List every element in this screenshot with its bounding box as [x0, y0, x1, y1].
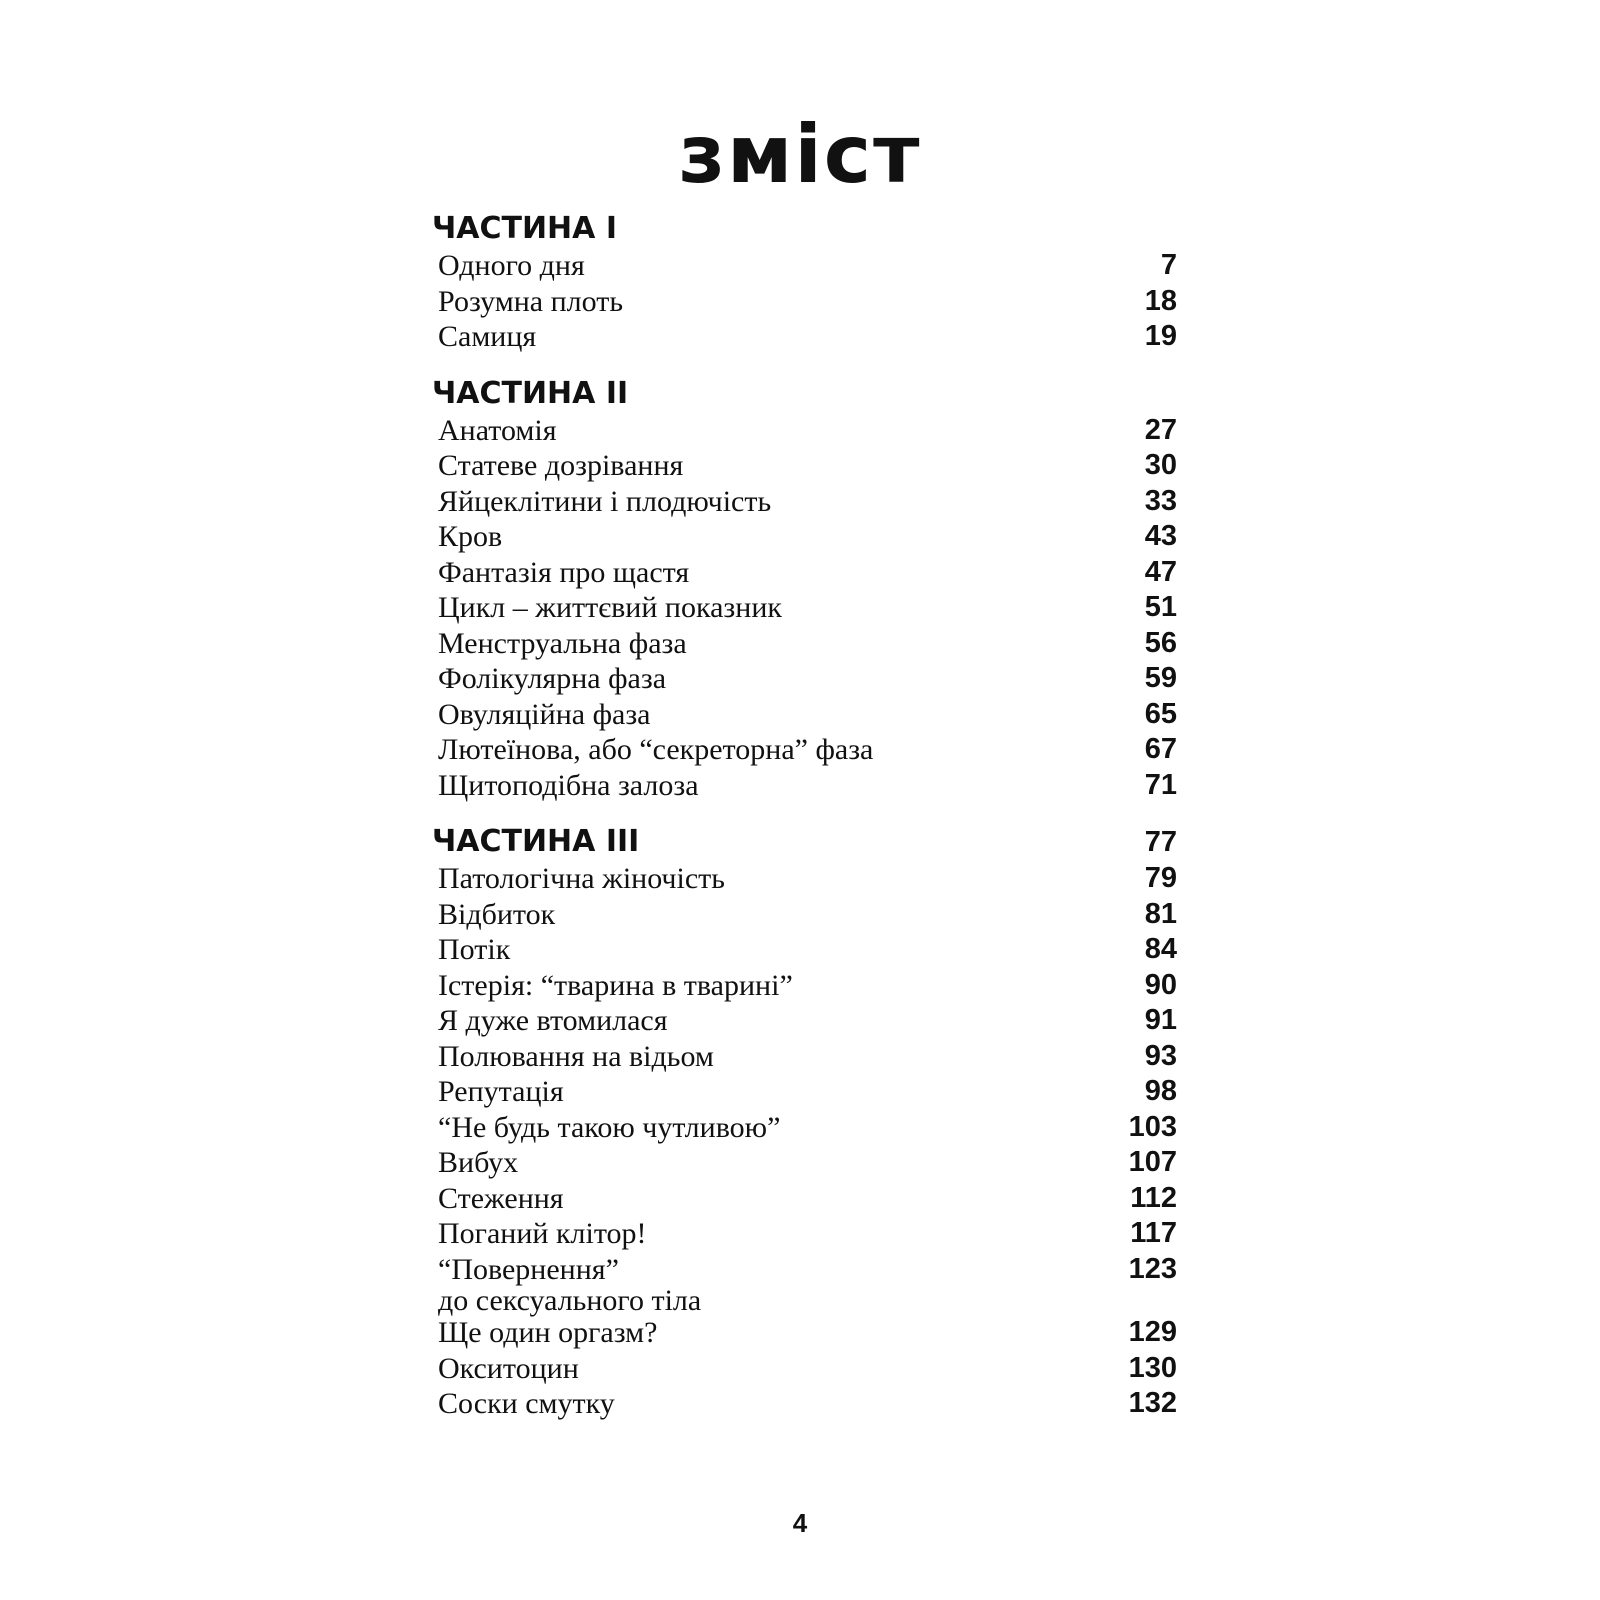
toc-entry: [432, 284, 1177, 320]
toc-entry: [432, 968, 1177, 1004]
toc-entry-title-text: Фолікулярна фаза: [438, 662, 667, 695]
toc-entry: [432, 1386, 1177, 1422]
toc-entry-title: [432, 590, 782, 626]
part-heading-label: ЧАСТИНА ІІ: [432, 375, 629, 411]
toc-entry: [432, 484, 1177, 520]
toc-entry-title-text: Лютеїнова, або “секреторна” фаза: [438, 733, 874, 766]
part-heading-label: ЧАСТИНА І: [432, 211, 617, 246]
toc-entry-title-text: Фантазія про щастя: [438, 555, 690, 589]
toc-entry-page: 51: [1144, 591, 1177, 623]
toc-entry-title-text: Відбиток: [438, 897, 556, 931]
toc-entry-title-text: Полювання на відьом: [438, 1039, 714, 1073]
toc-entry-page: 65: [1144, 697, 1177, 730]
toc-entry-list: [432, 861, 1177, 1422]
toc-entry-title: [432, 1216, 647, 1252]
toc-entry-title: [432, 968, 793, 1004]
toc-part-3: [432, 823, 1177, 1422]
toc-entry: [432, 732, 1177, 768]
toc-entry-page: 18: [1144, 284, 1177, 317]
toc-entry-title-text: Я дуже втомилася: [438, 1004, 668, 1037]
toc-entry: [432, 1181, 1177, 1217]
toc-entry-title: [432, 484, 771, 520]
toc-entry-page: 90: [1144, 968, 1177, 1001]
toc-entry-page: 91: [1144, 1004, 1177, 1036]
toc-entry-page: 103: [1128, 1110, 1177, 1143]
toc-entry-title-text: Поганий клітор!: [438, 1217, 647, 1250]
toc-entry-title: [432, 626, 687, 662]
toc-entry-title: [432, 1074, 564, 1110]
toc-entry-page: 129: [1128, 1316, 1177, 1348]
toc-entry-list: [432, 413, 1177, 804]
toc-entry-title-text: Анатомія: [438, 413, 557, 447]
toc-entry-title-text: Окситоцин: [438, 1351, 579, 1385]
toc-entry-title-text: Істерія: “тварина в тварині”: [438, 968, 793, 1002]
toc-entry-page: 107: [1128, 1146, 1177, 1178]
toc-entry-list: [432, 248, 1177, 355]
toc-entry-title: [432, 661, 666, 697]
toc-entry-title: [432, 1003, 668, 1039]
toc-entry-title-text: Статеве дозрівання: [438, 449, 684, 482]
toc-entry-title-text: Щитоподібна залоза: [438, 768, 699, 802]
toc-entry-title-text: Стеження: [438, 1181, 564, 1215]
toc-entry: [432, 448, 1177, 484]
toc-entry-title-text: Цикл – життєвий показник: [438, 591, 782, 624]
toc-entry-page: 67: [1144, 733, 1177, 765]
toc-entry-title-text: “Не будь такою чутливою”: [438, 1110, 781, 1144]
part-heading: [432, 823, 1177, 861]
toc-entry-title: [432, 319, 536, 355]
toc-entry-title: [432, 1181, 564, 1217]
toc-entry-title: [432, 555, 689, 591]
toc-entry-page: 93: [1144, 1039, 1177, 1072]
toc-entry: [432, 768, 1177, 804]
toc-entry-title-text: Менструальна фаза: [438, 626, 687, 660]
toc-entry-page: 79: [1144, 862, 1177, 894]
toc-entry: [432, 413, 1177, 449]
toc-entry-title-text: Розумна плоть: [438, 284, 624, 318]
toc-entry-title-text: Вибух: [438, 1146, 519, 1179]
page-number: 4: [792, 1508, 808, 1538]
toc-entry-page: 19: [1144, 320, 1177, 352]
toc-entry: [432, 861, 1177, 897]
toc-entry-title-text: Кров: [438, 520, 503, 553]
toc-entry-title-text: Ще один оргазм?: [438, 1316, 658, 1349]
toc-entry-title: [432, 248, 585, 284]
toc-entry-title: [432, 1386, 615, 1422]
toc-entry-title: [432, 732, 873, 768]
toc-entry-page: 33: [1144, 484, 1177, 517]
page-title: зміст: [678, 108, 922, 201]
toc-entry-title-text: Патологічна жіночість: [438, 862, 725, 895]
toc-entry-title: [432, 897, 555, 933]
toc-entry-title: [432, 448, 683, 484]
toc-entry: [432, 1315, 1177, 1351]
toc-entry-title-text: Яйцеклітини і плодючість: [438, 484, 772, 518]
toc-entry: [432, 248, 1177, 284]
toc-entry-page: 81: [1144, 897, 1177, 930]
toc-entry: [432, 519, 1177, 555]
toc-entry-title-text: Репутація: [438, 1075, 564, 1108]
toc-entry-title-text: Самиця: [438, 320, 537, 353]
toc-entry: [432, 897, 1177, 933]
toc-entry-title: [432, 1110, 780, 1146]
toc-entry: [432, 1351, 1177, 1387]
toc-entry: [432, 1110, 1177, 1146]
toc-entry-title: [432, 768, 699, 804]
toc-entry-title: [432, 1039, 714, 1075]
toc-entry: [432, 1074, 1177, 1110]
toc-entry: [432, 1039, 1177, 1075]
toc-entry: [432, 1216, 1177, 1252]
toc-entry-title-continuation: до сексуального тіла: [438, 1284, 702, 1317]
toc-entry: [432, 319, 1177, 355]
toc-entry-title: [432, 1145, 518, 1181]
toc-entry-page: 84: [1144, 933, 1177, 965]
toc-entry-page: 123: [1128, 1252, 1177, 1285]
toc-entry-page: 98: [1144, 1075, 1177, 1107]
toc-entry-page: 30: [1144, 449, 1177, 481]
toc-entry: [432, 626, 1177, 662]
toc-entry-title-text: “Повернення”: [438, 1252, 619, 1286]
toc-entry-title: [432, 413, 557, 449]
toc-entry: [432, 932, 1177, 968]
toc-entry: [432, 590, 1177, 626]
table-of-contents: [432, 210, 1177, 1422]
toc-entry: [432, 697, 1177, 733]
toc-entry-title: [432, 1351, 579, 1387]
toc-entry-page: 130: [1128, 1351, 1177, 1384]
toc-entry-page: 71: [1144, 768, 1177, 801]
part-heading: [432, 210, 1177, 248]
toc-entry: [432, 1003, 1177, 1039]
toc-entry-page: 7: [1160, 249, 1177, 281]
toc-entry-page: 56: [1144, 626, 1177, 659]
toc-entry-page: 112: [1130, 1181, 1177, 1214]
toc-entry: [432, 1252, 1177, 1316]
toc-entry-title: [432, 697, 651, 733]
toc-entry-title: [432, 932, 510, 968]
toc-entry-page: 27: [1144, 413, 1177, 446]
toc-entry: [432, 555, 1177, 591]
toc-entry-title: [432, 1315, 657, 1351]
toc-entry-title: [432, 861, 725, 897]
part-page-number: 77: [1144, 826, 1177, 858]
toc-entry-title-text: Одного дня: [438, 249, 585, 282]
toc-entry-page: 117: [1130, 1217, 1177, 1249]
part-heading: [432, 375, 1177, 413]
toc-entry-page: 132: [1128, 1387, 1177, 1419]
toc-entry-title: [432, 1252, 701, 1316]
toc-entry-title-text: Потік: [438, 933, 511, 966]
toc-entry-title: [432, 519, 502, 555]
toc-part-1: [432, 210, 1177, 355]
part-heading-label: ЧАСТИНА ІІІ: [432, 824, 640, 859]
toc-entry-title-text: Соски смутку: [438, 1387, 615, 1420]
toc-part-2: [432, 375, 1177, 804]
toc-entry-title: [432, 284, 623, 320]
toc-entry-title-text: Овуляційна фаза: [438, 697, 651, 731]
toc-entry-page: 47: [1144, 555, 1177, 588]
toc-entry: [432, 661, 1177, 697]
toc-entry-page: 59: [1144, 662, 1177, 694]
toc-entry-page: 43: [1144, 520, 1177, 552]
toc-entry: [432, 1145, 1177, 1181]
